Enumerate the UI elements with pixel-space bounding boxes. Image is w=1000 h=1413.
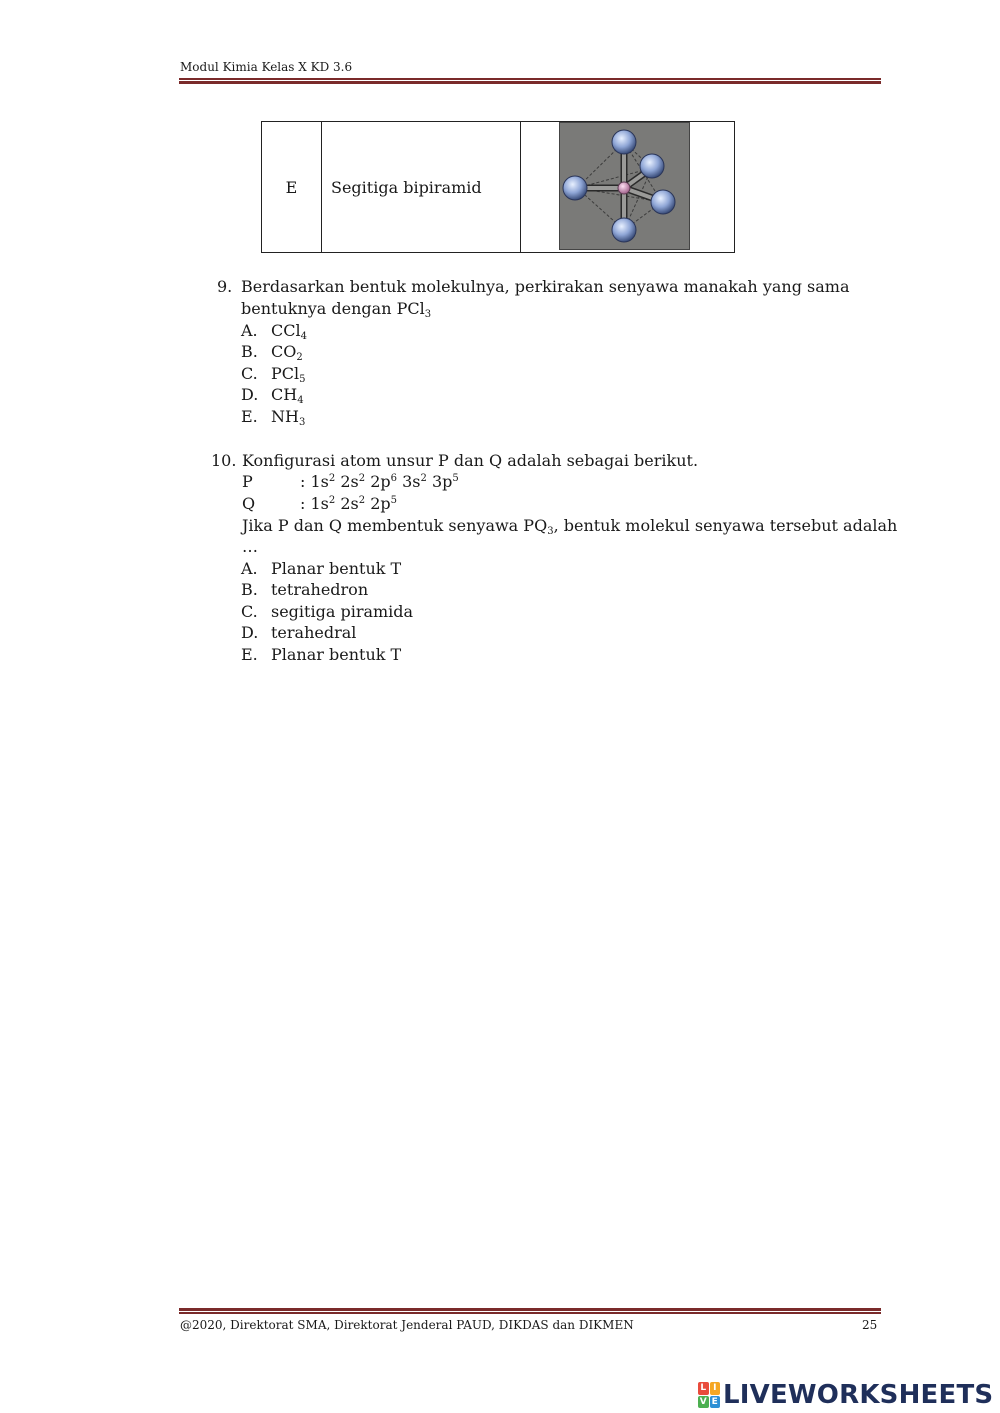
option-label: E. (241, 407, 258, 426)
mark-letter: I (710, 1382, 721, 1395)
option-label: C. (241, 602, 258, 621)
mark-letter: E (710, 1396, 721, 1409)
option-c-text[interactable]: PCl$_5$ (271, 364, 306, 385)
option-label: C. (241, 364, 258, 383)
option-c-text[interactable]: segitiga piramida (271, 602, 414, 621)
option-label: D. (241, 623, 259, 642)
option-e-text[interactable]: Planar bentuk T (271, 645, 402, 664)
config-q-label: Q (242, 494, 256, 513)
table-row (262, 122, 735, 253)
option-d-text[interactable]: terahedral (271, 623, 357, 642)
option-a-text[interactable]: Planar bentuk T (271, 559, 402, 578)
trigonal-bipyramidal-molecule-icon (559, 122, 690, 250)
option-d-text[interactable]: $CH_4$ (271, 385, 304, 406)
option-e-text[interactable]: $NH_3$ (271, 407, 306, 428)
liveworksheets-mark-icon (698, 1382, 720, 1408)
option-label: E. (241, 645, 258, 664)
shape-image-cell (521, 122, 735, 253)
question-text-cont: bentuknya dengan PCl$_3$ (241, 299, 432, 320)
page-number: 25 (862, 1318, 878, 1332)
option-label: B. (241, 580, 258, 599)
mark-letter: V (699, 1396, 707, 1407)
option-label: A. (241, 559, 258, 578)
question-text: Konfigurasi atom unsur P dan Q adalah sebagai berikut. (242, 451, 699, 470)
question-text: Berdasarkan bentuk molekulnya, perkirakan senyawa manakah yang sama (241, 277, 850, 296)
shape-name: Segitiga bipiramid (322, 122, 521, 253)
footer-rule (179, 1307, 881, 1314)
config-q: : $1s^2$ $2s^2$ $2p^5$ (300, 494, 397, 513)
option-label: A. (241, 321, 258, 340)
row-letter: E (262, 122, 322, 253)
page-header-title: Modul Kimia Kelas X KD 3.6 (180, 60, 353, 74)
question-number: 10. (211, 451, 237, 470)
question-stem: Jika P dan Q membentuk senyawa $PQ_3$, bentuk molekul senyawa tersebut adalah (242, 516, 898, 537)
option-b-text[interactable]: tetrahedron (271, 580, 369, 599)
liveworksheets-wordmark: LIVEWORKSHEETS (723, 1380, 994, 1410)
question-number: 9. (217, 277, 233, 296)
mark-letter: L (698, 1382, 709, 1395)
config-p-label: P (242, 472, 253, 491)
config-p: : $1s^2$ $2s^2$ $2p^6$ $3s^2$ $3p^5$ (300, 472, 459, 491)
footer-copyright: @2020, Direktorat SMA, Direktorat Jenderal PAUD, DIKDAS dan DIKMEN (180, 1318, 634, 1332)
option-a-text[interactable]: CCl$_4$ (271, 321, 307, 342)
liveworksheets-logo[interactable] (698, 1378, 993, 1412)
option-label: D. (241, 385, 259, 404)
option-b-text[interactable]: $CO_2$ (271, 342, 303, 363)
molecular-shape-table (261, 121, 735, 253)
question-ellipsis: … (242, 537, 258, 556)
option-label: B. (241, 342, 258, 361)
